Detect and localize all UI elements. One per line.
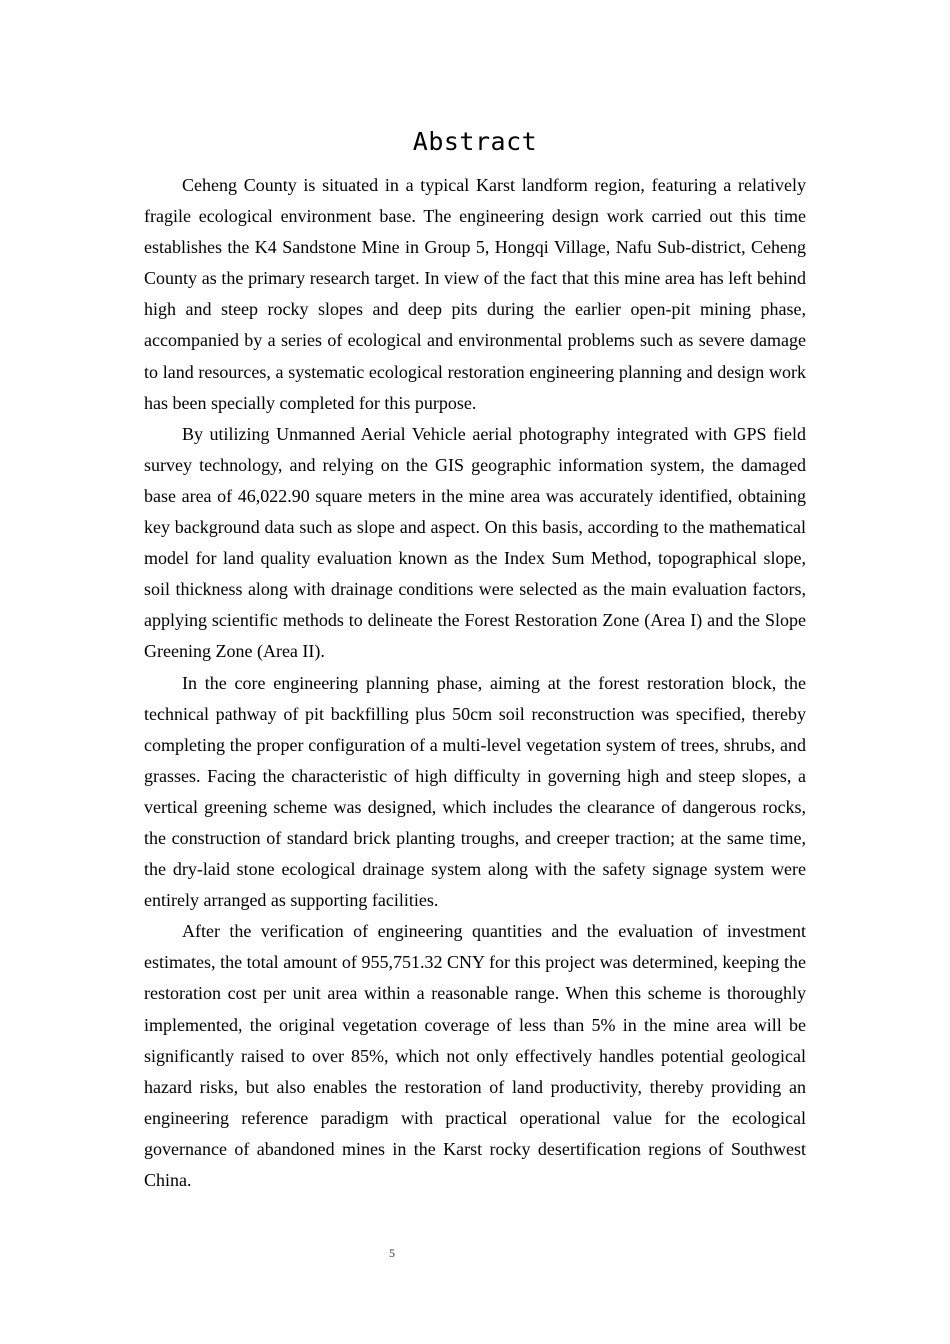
abstract-paragraph-3: In the core engineering planning phase, aiming at the forest restoration block, the technical pathway of pit backfilling plus 50cm soil reconstruction was specified, thereby completing the proper configuration of a multi-level vegetation system of trees, shrubs, and grasses. Facing the characteristic of high difficulty in governing high and steep slopes, a vertical greening scheme was designed, which includes the clearance of dangerous rocks, the construction of standard brick planting troughs, and creeper traction; at the same time, the dry-laid stone ecological drainage system along with the safety signage system were entirely arranged as supporting facilities. [144,672,806,911]
abstract-paragraph-4: After the verification of engineering quantities and the evaluation of investment estimates, the total amount of 955,751.32 CNY for this project was determined, keeping the restoration cost per unit area within a reasonable range. When this scheme is thoroughly implemented, the original vegetation coverage of less than 5% in the mine area will be significantly raised to over 85%, which not only effectively handles potential geological hazard risks, but also enables the restoration of land productivity, thereby providing an engineering reference paradigm with practical operational value for the ecological governance of abandoned mines in the Karst rocky desertification regions of Southwest China. [144,921,806,1190]
abstract-body [144,170,806,1196]
page-number: 5 [389,1246,395,1260]
abstract-paragraph-2: By utilizing Unmanned Aerial Vehicle aerial photography integrated with GPS field survey technology, and relying on the GIS geographic information system, the damaged base area of 46,022.90 square meters in the mine area was accurately identified, obtaining key background data such as slope and aspect. On this basis, according to the mathematical model for land quality evaluation known as the Index Sum Method, topographical slope, soil thickness along with drainage conditions were selected as the main evaluation factors, applying scientific methods to delineate the Forest Restoration Zone (Area I) and the Slope Greening Zone (Area II). [144,423,806,662]
abstract-paragraph-1: Ceheng County is situated in a typical Karst landform region, featuring a relatively fragile ecological environment base. The engineering design work carried out this time establishes the K4 Sandstone Mine in Group 5, Hongqi Village, Nafu Sub-district, Ceheng County as the primary research target. In view of the fact that this mine area has left behind high and steep rocky slopes and deep pits during the earlier open-pit mining phase, accompanied by a series of ecological and environmental problems such as severe damage to land resources, a systematic ecological restoration engineering planning and design work has been specially completed for this purpose. [144,175,806,413]
abstract-title: Abstract [412,127,538,156]
